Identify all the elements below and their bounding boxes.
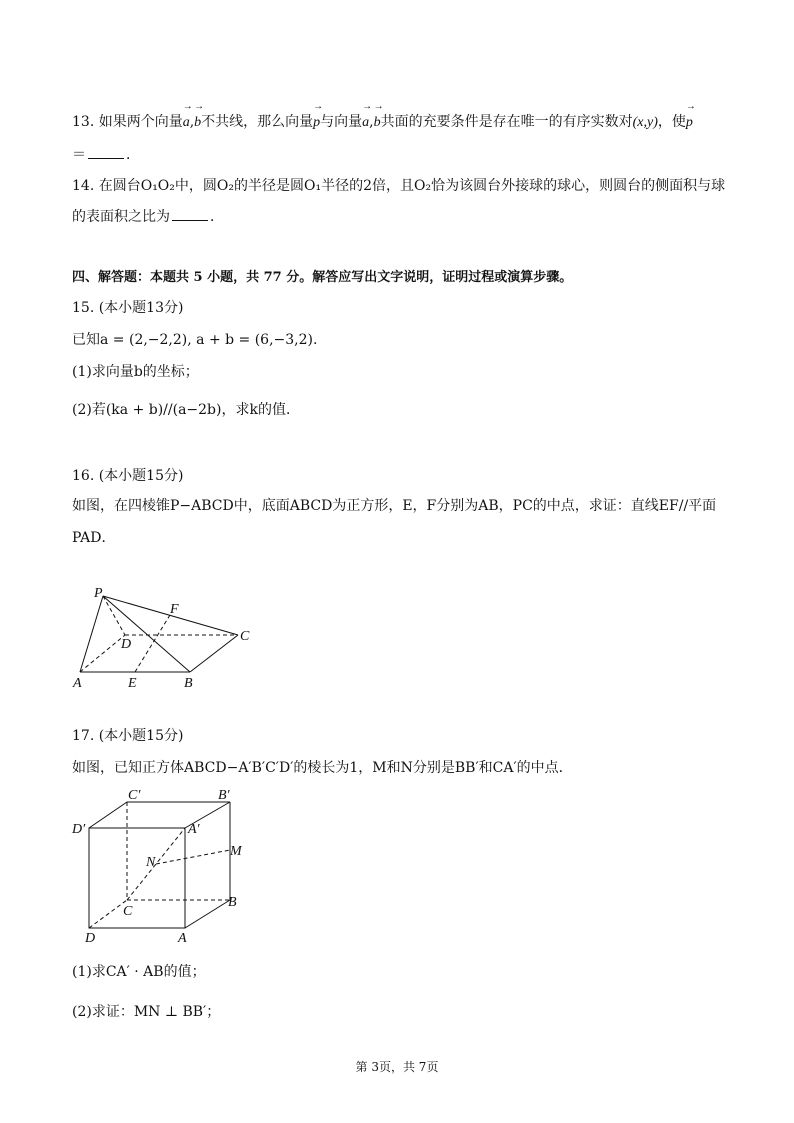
vector-a: → a	[183, 113, 190, 133]
label-C: C	[123, 904, 133, 919]
q14-line1: 14. 在圆台O₁O₂中，圆O₂的半径是圆O₁半径的2倍，且O₂恰为该圆台外接球的球心，则圆台的侧面积与球	[72, 178, 726, 194]
section-heading: 四、解答题：本题共 5 小题，共 77 分。解答应写出文字说明，证明过程或演算步骤。	[72, 270, 573, 285]
label-B: B	[184, 676, 193, 691]
page-footer: 第 3页，共 7页	[355, 1060, 439, 1074]
q16-line2: PAD．	[72, 530, 116, 546]
q15-part1: (1)求向量b的坐标；	[72, 364, 199, 380]
q13-line2: ＝ ．	[72, 144, 140, 165]
label-B: B	[228, 895, 237, 910]
vector-b: → b	[194, 113, 201, 133]
label-D: D	[85, 931, 96, 946]
label-A: A	[73, 676, 82, 691]
label-P: P	[94, 586, 103, 601]
q13-line1: 13. 如果两个向量→ a,→ b不共线，那么向量→ p与向量→ a,→ b共面的充要条件是存在唯一的有序实数对(x,y)，使→ p	[72, 112, 693, 133]
q17-line1: 如图，已知正方体ABCD−A′B′C′D′的棱长为1，M和N分别是BB′和CA′的中点．	[72, 760, 573, 776]
label-A1: A′	[188, 822, 200, 837]
q17-part1: (1)求CA′ · AB的值；	[72, 964, 206, 980]
pyramid-figure	[60, 578, 280, 693]
label-D1: D′	[72, 822, 86, 837]
q15-header: 15. (本小题13分)	[72, 300, 184, 316]
label-F: F	[170, 602, 179, 617]
q14-line2: 的表面积之比为 ．	[72, 206, 224, 227]
q16-line1: 如图，在四棱锥P−ABCD中，底面ABCD为正方形，E，F分别为AB，PC的中点，求证：直线EF//平面	[72, 498, 717, 514]
answer-blank	[88, 144, 124, 159]
cube-figure	[66, 784, 256, 946]
label-B1: B′	[218, 788, 230, 803]
vector-p: → p	[313, 113, 320, 133]
label-C: C	[240, 629, 250, 644]
q17-header: 17. (本小题15分)	[72, 728, 184, 744]
answer-blank	[172, 206, 208, 221]
label-N: N	[146, 855, 156, 870]
q15-given: 已知a = (2,−2,2), a + b = (6,−3,2).	[72, 332, 318, 348]
label-A: A	[178, 931, 187, 946]
q16-header: 16. (本小题15分)	[72, 468, 184, 484]
q15-part2: (2)若(ka + b)//(a−2b)，求k的值．	[72, 402, 300, 418]
q17-part2: (2)求证：MN ⊥ BB′；	[72, 1004, 221, 1020]
label-E: E	[128, 676, 137, 691]
label-C1: C′	[128, 788, 141, 803]
label-M: M	[230, 844, 242, 859]
label-D: D	[121, 637, 132, 652]
